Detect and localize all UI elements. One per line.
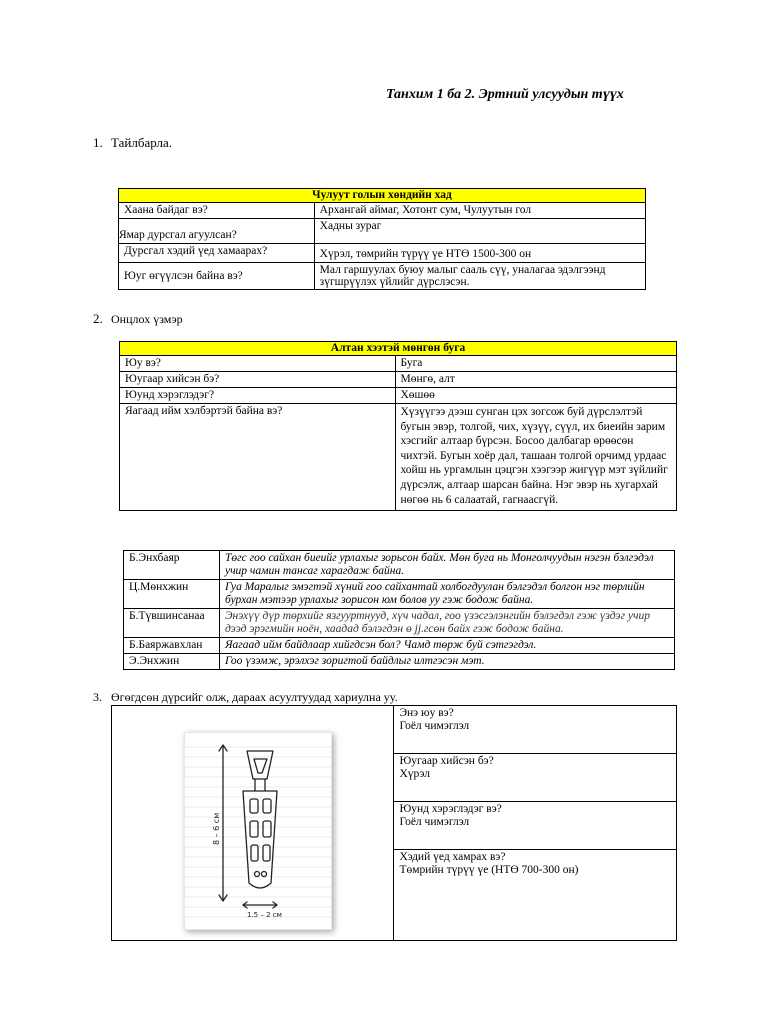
question-text: Хэдий үед хамрах вэ? bbox=[399, 851, 506, 863]
table-row bbox=[124, 551, 675, 580]
height-label: 8 – 6 см bbox=[212, 812, 221, 845]
question-cell: Хаана байдаг вэ? bbox=[119, 203, 315, 219]
question-cell: Юу вэ? bbox=[120, 356, 396, 372]
table-row bbox=[119, 244, 646, 263]
section-3-title: Өгөгдсөн дүрсийг олж, дараах асуултуудад хариулна уу. bbox=[111, 690, 398, 704]
answer-text: Төмрийн түрүү үе (НТӨ 700-300 он) bbox=[399, 864, 579, 876]
page-title: Танхим 1 ба 2. Эртний улсуудын түүх bbox=[386, 87, 624, 102]
section-2-heading bbox=[93, 311, 183, 327]
table-row bbox=[124, 638, 675, 654]
question-cell: Яагаад ийм хэлбэртэй байна вэ? bbox=[120, 404, 396, 511]
answer-text: Гоёл чимэглэл bbox=[399, 720, 470, 732]
opinion-text: Төгс гоо сайхан биеийг урлахыг зорьсон байх. Мөн буга нь Монголчуудын нэгэн бэлгэдэл учир чамин тансаг харагдаж байна. bbox=[219, 551, 674, 580]
question-text: Юугаар хийсэн бэ? bbox=[399, 755, 494, 767]
table-row bbox=[119, 203, 646, 219]
table-row bbox=[120, 388, 677, 404]
section-3-heading bbox=[93, 690, 398, 705]
table-1-header: Чулуут голын хөндийн хад bbox=[119, 189, 646, 203]
opinion-text: Гоо үзэмж, эрэлхэг зоригтой байдлыг илтгэсэн мэт. bbox=[219, 654, 674, 670]
answer-cell: Хөшөө bbox=[395, 388, 677, 404]
answer-cell: Буга bbox=[395, 356, 677, 372]
question-cell: Юуг өгүүлсэн байна вэ? bbox=[119, 263, 315, 290]
table-row bbox=[120, 372, 677, 388]
question-text: Юунд хэрэглэдэг вэ? bbox=[399, 803, 502, 815]
table-row bbox=[119, 219, 646, 244]
answer-cell: Архангай аймаг, Хотонт сум, Чулуутын гол bbox=[314, 203, 645, 219]
qa-cell bbox=[394, 850, 677, 941]
student-name: Ц.Мөнхжин bbox=[124, 580, 220, 609]
artifact-sketch-image bbox=[184, 732, 332, 930]
section-1-title: Тайлбарла. bbox=[111, 135, 173, 150]
opinions-table bbox=[123, 550, 675, 670]
question-text: Энэ юу вэ? bbox=[399, 707, 454, 719]
section-1-table bbox=[118, 188, 646, 290]
table-row bbox=[124, 580, 675, 609]
section-1-heading bbox=[93, 135, 172, 151]
answer-cell: Хүрэл, төмрийн түрүү үе НТӨ 1500-300 он bbox=[314, 244, 645, 263]
table-row bbox=[119, 263, 646, 290]
answer-cell: Мөнгө, алт bbox=[395, 372, 677, 388]
opinion-text: Яагаад ийм байдлаар хийгдсэн бол? Чамд төрж буй сэтгэгдэл. bbox=[219, 638, 674, 654]
question-cell: Дурсгал хэдий үед хамаарах? bbox=[119, 244, 315, 263]
qa-cell bbox=[394, 706, 677, 754]
section-3-number: 3. bbox=[93, 690, 102, 704]
opinion-text: Гуа Маралыг эмэгтэй хүний гоо сайхантай холбогдуулан бэлгэдэл болгон нэг төрлийн бурхан мэтээр урлахыг зорисон юм болов уу гэж бодож байна. bbox=[219, 580, 674, 609]
section-2-number: 2. bbox=[93, 311, 103, 326]
table-row bbox=[124, 609, 675, 638]
qa-cell bbox=[394, 802, 677, 850]
answer-text: Гоёл чимэглэл bbox=[399, 816, 470, 828]
question-cell: Юунд хэрэглэдэг? bbox=[120, 388, 396, 404]
answer-cell: Хадны зураг bbox=[314, 219, 645, 244]
opinion-text: Энэхүү дүр төрхийг язгууртнууд, хүч чадал, гоо үзэсгэлэнгийн бэлэгдэл гэж үздэг учир дээд эрэгмийн ноён, хаадад бэлэгдэн ө jj.гсөн байх гэж бодож байна. bbox=[219, 609, 674, 638]
section-2-title: Онцлох үзмэр bbox=[111, 312, 183, 326]
student-name: Б.Баяржавхлан bbox=[124, 638, 220, 654]
width-label: 1.5 – 2 см bbox=[247, 911, 282, 919]
answer-cell: Хүзүүгээ дээш сунган цэх зогсож буй дүрслэлтэй бугын эвэр, толгой, чих, хүзүү, сүүл, их биеийн зарим хэсгийг алтаар бүрсэн. Босоо далбагар өрөөсөн чихтэй. Бугын хоёр дал, ташаан толгой орчимд урдаас хойш нь ургамлын цэцгэн хээгээр жигүүр мэт зүйлийг дүрсэлж, алтаар шарсан байна. Нэг эвэр нь хугархай нөгөө нь 6 салаатай, гагнаасгүй. bbox=[395, 404, 677, 511]
student-name: Б.Энхбаяр bbox=[124, 551, 220, 580]
table-row bbox=[120, 356, 677, 372]
qa-cell bbox=[394, 754, 677, 802]
table-2-header: Алтан хээтэй мөнгөн буга bbox=[120, 342, 677, 356]
question-cell: Ямар дурсгал агуулсан? bbox=[119, 219, 315, 244]
student-name: Э.Энхжин bbox=[124, 654, 220, 670]
section-2-table bbox=[119, 341, 677, 511]
table-row bbox=[120, 404, 677, 511]
table-row bbox=[124, 654, 675, 670]
section-1-number: 1. bbox=[93, 135, 103, 150]
student-name: Б.Түвшинсанаа bbox=[124, 609, 220, 638]
question-cell: Юугаар хийсэн бэ? bbox=[120, 372, 396, 388]
answer-text: Хүрэл bbox=[399, 768, 430, 780]
answer-cell: Мал гаршуулах буюу малыг сааль сүү, уналагаа эдэлгээнд зүгшрүүлэх үйлийг дүрслэсэн. bbox=[314, 263, 645, 290]
